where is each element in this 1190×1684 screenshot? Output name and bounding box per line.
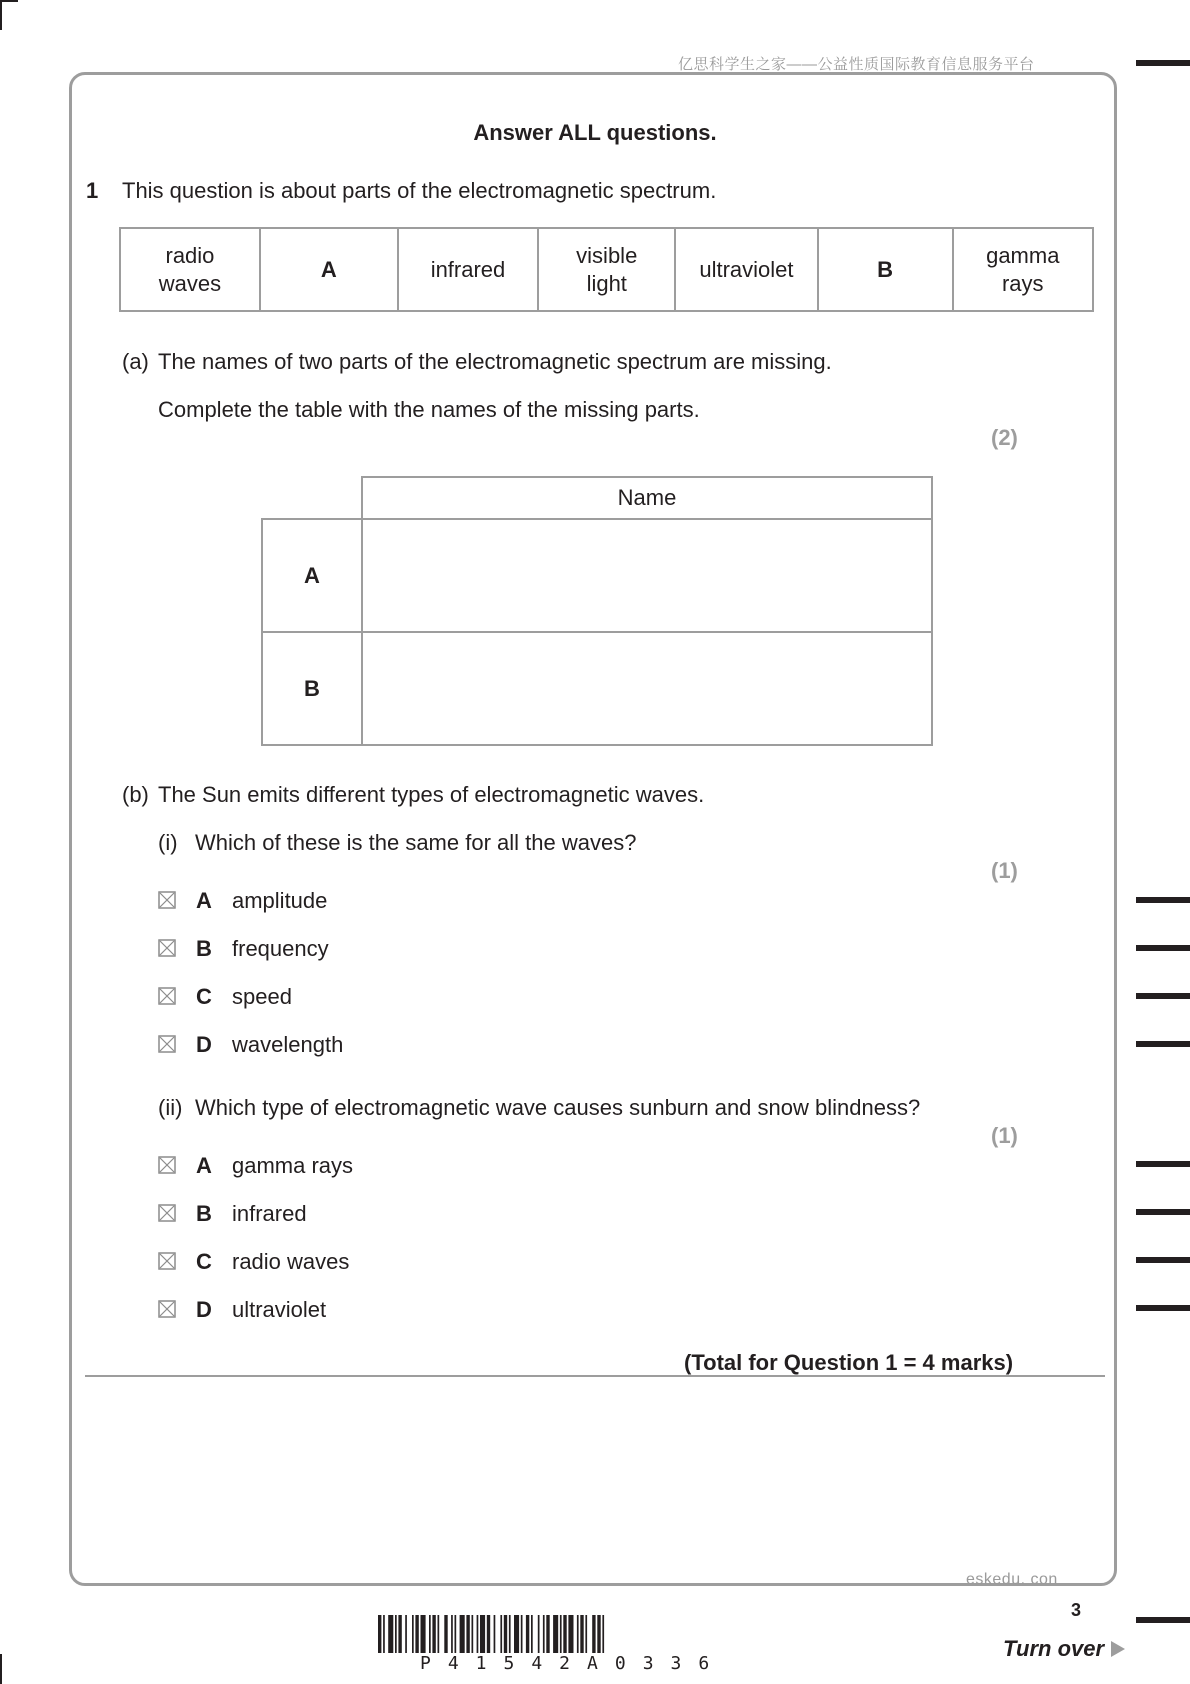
barcode-bar xyxy=(455,1615,457,1653)
marks-b-ii: (1) xyxy=(991,1123,1018,1148)
crop-mark-top-left-vertical xyxy=(0,0,2,30)
margin-tick xyxy=(1136,1257,1190,1263)
option-box-icon[interactable] xyxy=(158,987,176,1010)
watermark-top: 亿思科学生之家——公益性质国际教育信息服务平台 xyxy=(678,56,1035,73)
spectrum-cell: gamma rays xyxy=(953,228,1093,311)
option-box-icon[interactable] xyxy=(158,1035,176,1058)
margin-tick xyxy=(1136,1161,1190,1167)
option-box-icon[interactable] xyxy=(158,1300,176,1323)
margin-tick xyxy=(1136,1209,1190,1215)
margin-tick xyxy=(1136,945,1190,951)
page-number: 3 xyxy=(1071,1600,1082,1620)
option-text: ultraviolet xyxy=(232,1297,327,1322)
barcode-bar xyxy=(451,1615,453,1653)
crop-mark-top-left xyxy=(0,0,18,2)
barcode-bar xyxy=(480,1615,485,1653)
option-text: gamma rays xyxy=(232,1153,354,1178)
part-a-label: (a) xyxy=(122,349,149,374)
barcode-bar xyxy=(477,1615,479,1653)
divider xyxy=(85,1375,1105,1377)
option-box-icon[interactable] xyxy=(158,1204,176,1227)
option-letter: A xyxy=(196,1153,212,1178)
barcode-bar xyxy=(444,1615,447,1653)
barcode-bar xyxy=(602,1615,604,1653)
barcode-bar xyxy=(412,1615,414,1653)
barcode-bar xyxy=(568,1615,573,1653)
barcode-bar xyxy=(563,1615,566,1653)
barcode-bar xyxy=(378,1615,381,1653)
barcode-bar xyxy=(538,1615,540,1653)
barcode-bar xyxy=(421,1615,426,1653)
option-letter: D xyxy=(196,1032,212,1057)
margin-tick xyxy=(1136,897,1190,903)
option-text: infrared xyxy=(232,1201,307,1226)
barcode-bar xyxy=(500,1615,502,1653)
option-box-icon[interactable] xyxy=(158,939,176,962)
option-letter: B xyxy=(196,936,212,961)
play-arrow-icon xyxy=(1110,1640,1126,1663)
answer-row-label-b: B xyxy=(262,632,362,745)
barcode-text: P41542A0336 xyxy=(420,1653,727,1674)
answer-table-corner xyxy=(262,477,362,519)
marks-b-i: (1) xyxy=(991,858,1018,883)
margin-tick xyxy=(1136,993,1190,999)
barcode-bar xyxy=(405,1615,407,1653)
spectrum-cell: ultraviolet xyxy=(675,228,817,311)
barcode-bar xyxy=(415,1615,418,1653)
option-letter: B xyxy=(196,1201,212,1226)
part-b-intro: The Sun emits different types of electromagnetic waves. xyxy=(158,782,705,807)
barcode-bar xyxy=(543,1615,545,1653)
barcode-bar xyxy=(432,1615,435,1653)
marks-a: (2) xyxy=(991,425,1018,450)
barcode-bar xyxy=(597,1615,600,1653)
question-text: This question is about parts of the electromagnetic spectrum. xyxy=(122,178,717,203)
barcode-bar xyxy=(580,1615,583,1653)
margin-tick xyxy=(1136,1617,1190,1623)
part-b-i-label: (i) xyxy=(158,830,178,855)
barcode-bar xyxy=(487,1615,490,1653)
margin-tick xyxy=(1136,1041,1190,1047)
barcode-bar xyxy=(526,1615,529,1653)
option-letter: D xyxy=(196,1297,212,1322)
spectrum-cell: visible light xyxy=(538,228,675,311)
barcode-bar xyxy=(509,1615,511,1653)
part-a-text: The names of two parts of the electromagnetic spectrum are missing. xyxy=(158,349,832,374)
barcode-bar xyxy=(429,1615,431,1653)
spectrum-cell: infrared xyxy=(398,228,539,311)
option-letter: C xyxy=(196,984,212,1009)
part-b-i-text: Which of these is the same for all the waves? xyxy=(195,830,637,855)
option-letter: A xyxy=(196,888,212,913)
spectrum-table xyxy=(119,227,1094,312)
part-b-ii-label: (ii) xyxy=(158,1095,183,1120)
barcode-bar xyxy=(560,1615,562,1653)
option-text: amplitude xyxy=(232,888,328,913)
spectrum-cell-missing-a: A xyxy=(260,228,398,311)
spectrum-cell: radio waves xyxy=(120,228,260,311)
answer-input-a[interactable] xyxy=(362,519,932,632)
barcode-bar xyxy=(546,1615,549,1653)
barcode-bar xyxy=(466,1615,469,1653)
barcode-bar xyxy=(388,1615,393,1653)
part-a-instruction: Complete the table with the names of the missing parts. xyxy=(158,397,700,422)
barcode xyxy=(378,1615,810,1658)
barcode-bar xyxy=(398,1615,401,1653)
option-box-icon[interactable] xyxy=(158,891,176,914)
option-box-icon[interactable] xyxy=(158,1252,176,1275)
barcode-bar xyxy=(472,1615,474,1653)
total-marks: (Total for Question 1 = 4 marks) xyxy=(684,1350,1014,1375)
barcode-bar xyxy=(531,1615,533,1653)
option-box-icon[interactable] xyxy=(158,1156,176,1179)
barcode-bar xyxy=(494,1615,496,1653)
margin-tick xyxy=(1136,1305,1190,1311)
barcode-bar xyxy=(553,1615,558,1653)
option-letter: C xyxy=(196,1249,212,1274)
answer-table-header: Name xyxy=(362,477,932,519)
crop-mark-bottom-left xyxy=(0,1654,2,1684)
barcode-bar xyxy=(383,1615,385,1653)
barcode-bar xyxy=(514,1615,519,1653)
barcode-bar xyxy=(438,1615,440,1653)
margin-tick xyxy=(1136,60,1190,66)
watermark-bottom: eskedu. con xyxy=(966,1571,1058,1588)
spectrum-cell-missing-b: B xyxy=(818,228,953,311)
barcode-bar xyxy=(592,1615,595,1653)
barcode-bar xyxy=(504,1615,507,1653)
barcode-bar xyxy=(395,1615,397,1653)
answer-input-b[interactable] xyxy=(362,632,932,745)
page-heading: Answer ALL questions. xyxy=(473,120,717,145)
answer-table xyxy=(261,476,933,746)
barcode-bar xyxy=(521,1615,523,1653)
option-text: frequency xyxy=(232,936,329,961)
barcode-bar xyxy=(577,1615,579,1653)
question-number: 1 xyxy=(86,178,99,203)
barcode-bar xyxy=(585,1615,587,1653)
part-b-label: (b) xyxy=(122,782,149,807)
option-text: wavelength xyxy=(232,1032,344,1057)
part-b-ii-text: Which type of electromagnetic wave causes sunburn and snow blindness? xyxy=(195,1095,921,1120)
answer-row-label-a: A xyxy=(262,519,362,632)
turn-over-label: Turn over xyxy=(1003,1636,1105,1661)
option-text: radio waves xyxy=(232,1249,350,1274)
barcode-bar xyxy=(460,1615,465,1653)
option-text: speed xyxy=(232,984,292,1009)
